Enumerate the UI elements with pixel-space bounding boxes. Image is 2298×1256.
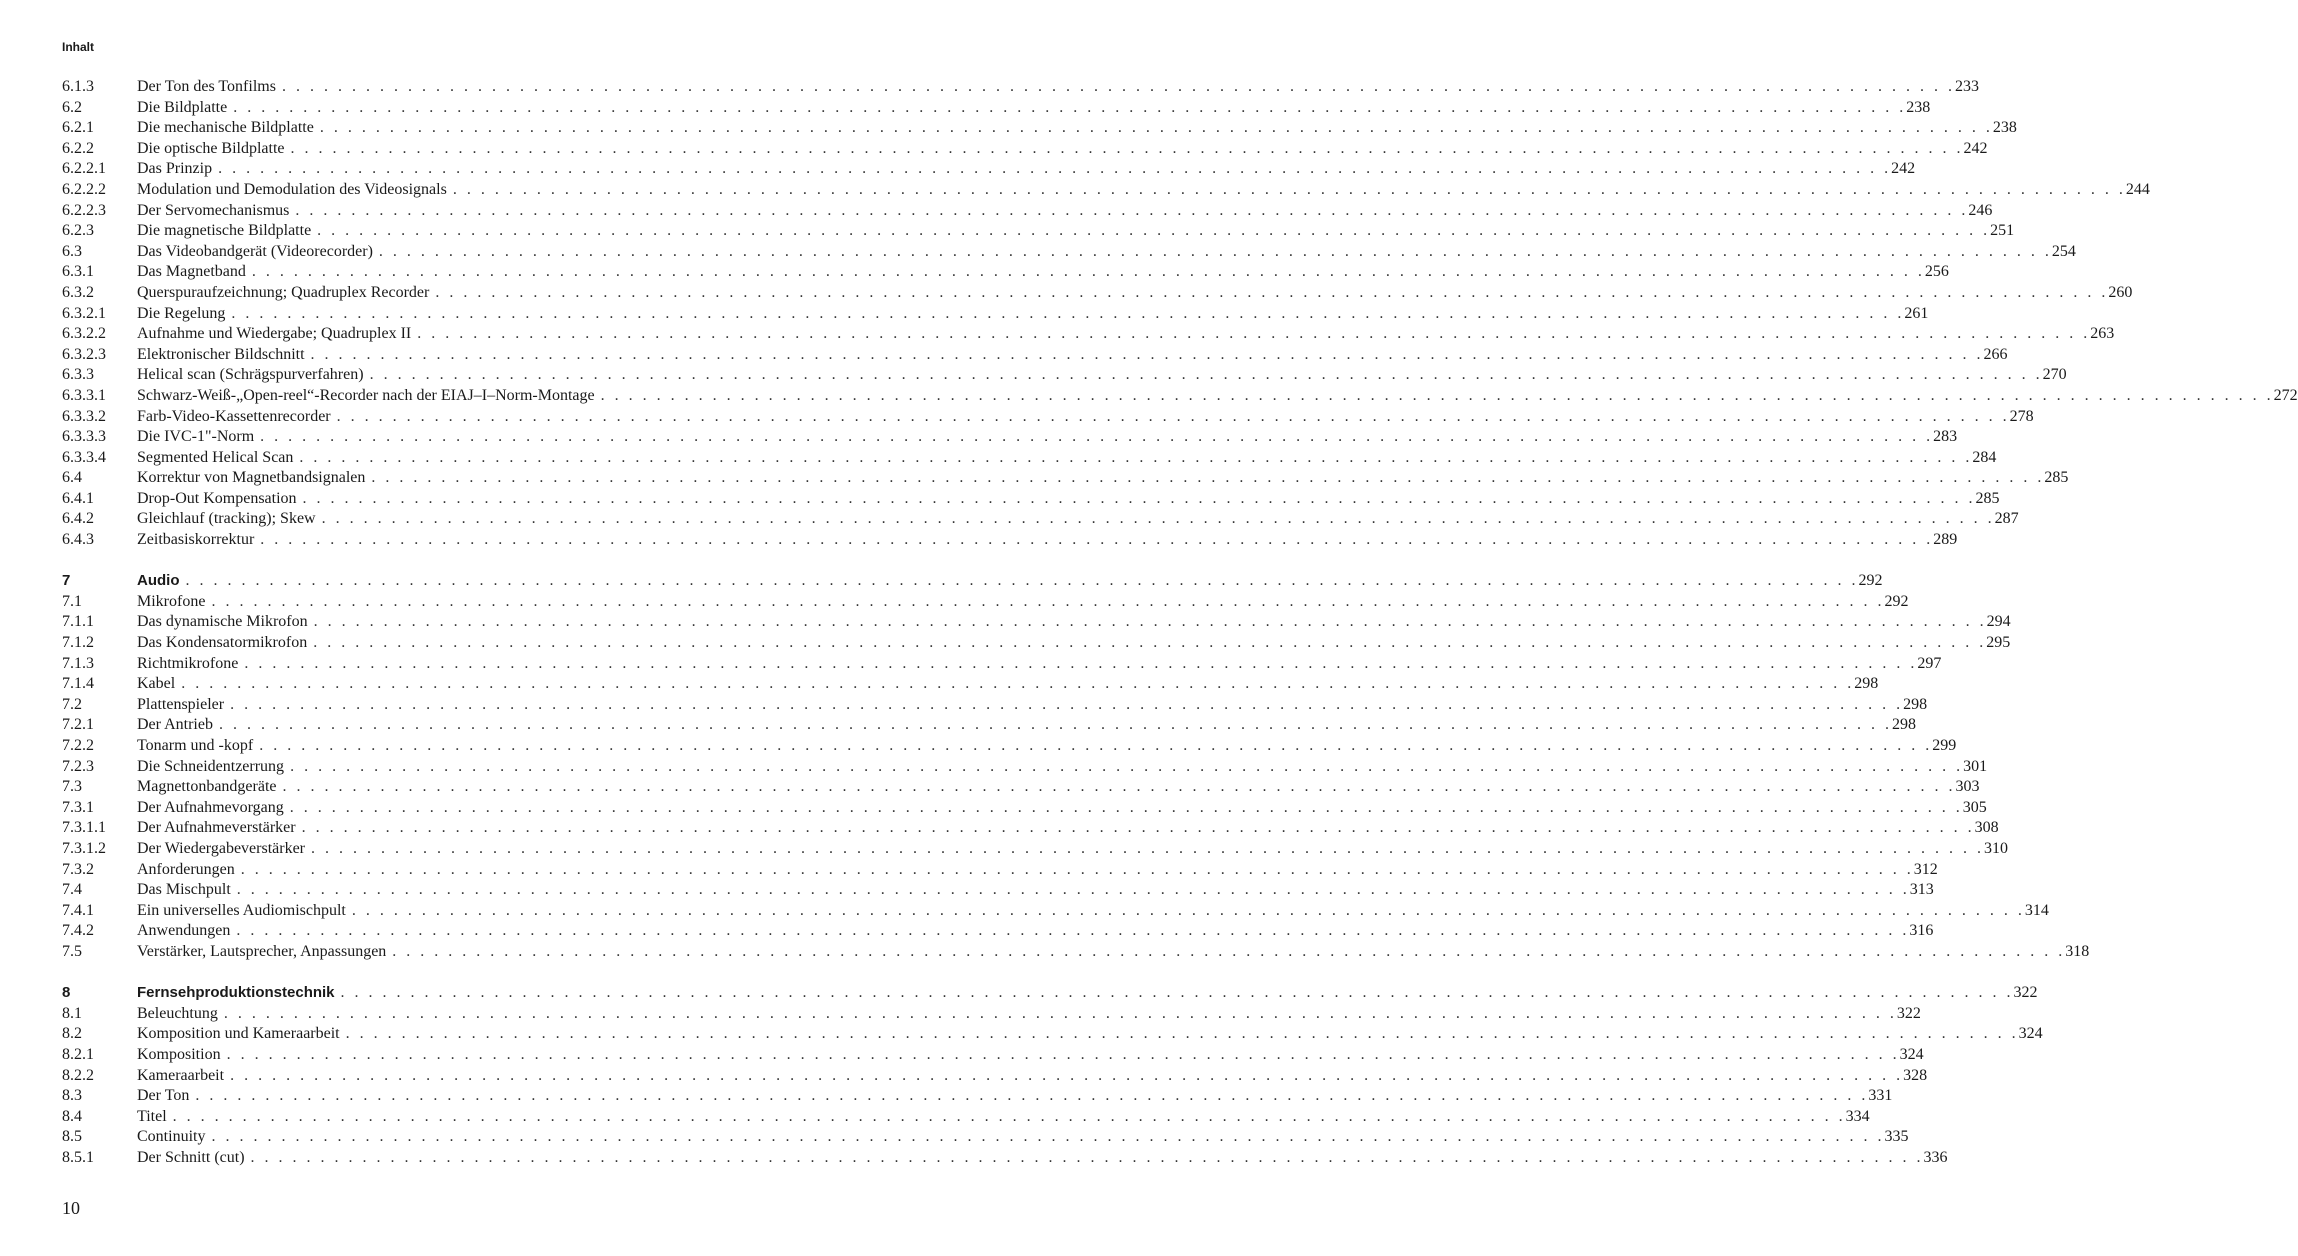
toc-section-number: 7.4: [62, 881, 82, 899]
toc-entry-row: [62, 921, 1934, 942]
toc-section-title: Das Prinzip: [137, 160, 213, 178]
toc-section-title: Der Ton des Tonfilms: [137, 78, 276, 95]
toc-leader-dots: . . . . . . . . . . . . . . . . . . . . . . . . . . . . . . . . . . . . . . . . . . . . . . . . . . . . . . . . . . . . . . . . . . . . . . . . . . . . . . . . . . . . . . . . . . . . . . . . . . . . . . . . . . . . . . . . . . . . . . . .: [417, 325, 2091, 343]
toc-leader-dots: . . . . . . . . . . . . . . . . . . . . . . . . . . . . . . . . . . . . . . . . . . . . . . . . . . . . . . . . . . . . . . . . . . . . . . . . . . . . . . . . . . . . . . . . . . . . . . . . . . . . . . . . . . . . . . . . . . . . . . . .: [230, 1066, 1904, 1084]
toc-leader-dots: . . . . . . . . . . . . . . . . . . . . . . . . . . . . . . . . . . . . . . . . . . . . . . . . . . . . . . . . . . . . . . . . . . . . . . . . . . . . . . . . . . . . . . . . . . . . . . . . . . . . . . . . . . . . . . . . . . . . . . . .: [172, 1107, 1846, 1125]
toc-page-number: 303: [1955, 778, 1980, 796]
toc-leader-dots: . . . . . . . . . . . . . . . . . . . . . . . . . . . . . . . . . . . . . . . . . . . . . . . . . . . . . . . . . . . . . . . . . . . . . . . . . . . . . . . . . . . . . . . . . . . . . . . . . . . . . . . . . . . . . . . . . . . . . . . .: [251, 263, 1925, 281]
page-number: 10: [62, 1198, 80, 1218]
toc-leader-dots: . . . . . . . . . . . . . . . . . . . . . . . . . . . . . . . . . . . . . . . . . . . . . . . . . . . . . . . . . . . . . . . . . . . . . . . . . . . . . . . . . . . . . . . . . . . . . . . . . . . . . . . . . . . . . . . . . . . . . . . .: [211, 592, 1885, 610]
toc-section-title: Zeitbasiskorrektur: [137, 531, 255, 549]
toc-page-number: 295: [1986, 634, 2011, 652]
toc-section-title: Anwendungen: [137, 922, 231, 940]
toc-entry-row: [62, 118, 2017, 139]
toc-section-number: 6.3.3.3: [62, 428, 106, 446]
toc-section-number: 7.1.4: [62, 675, 94, 693]
toc-leader-dots: . . . . . . . . . . . . . . . . . . . . . . . . . . . . . . . . . . . . . . . . . . . . . . . . . . . . . . . . . . . . . . . . . . . . . . . . . . . . . . . . . . . . . . . . . . . . . . . . . . . . . . . . . . . . . . . . . . . . . . . .: [226, 1045, 1900, 1063]
toc-section-number: 7.3.1: [62, 798, 94, 816]
toc-page-number: 324: [2018, 1025, 2043, 1043]
toc-entry-row: [62, 180, 2150, 201]
toc-section-number: 7.1: [62, 592, 82, 610]
toc-page-number: 266: [1983, 345, 2008, 363]
toc-leader-dots: . . . . . . . . . . . . . . . . . . . . . . . . . . . . . . . . . . . . . . . . . . . . . . . . . . . . . . . . . . . . . . . . . . . . . . . . . . . . . . . . . . . . . . . . . . . . . . . . . . . . . . . . . . . . . . . . . . . . . . . .: [295, 201, 1969, 219]
toc-chapter-row: [62, 571, 1883, 592]
toc-leader-dots: . . . . . . . . . . . . . . . . . . . . . . . . . . . . . . . . . . . . . . . . . . . . . . . . . . . . . . . . . . . . . . . . . . . . . . . . . . . . . . . . . . . . . . . . . . . . . . . . . . . . . . . . . . . . . . . . . . . . . . . .: [282, 778, 1956, 796]
toc-entry-row: [62, 221, 2015, 242]
toc-leader-dots: . . . . . . . . . . . . . . . . . . . . . . . . . . . . . . . . . . . . . . . . . . . . . . . . . . . . . . . . . . . . . . . . . . . . . . . . . . . . . . . . . . . . . . . . . . . . . . . . . . . . . . . . . . . . . . . . . . . . . . . .: [321, 510, 1995, 528]
toc-section-number: 7.2.3: [62, 757, 94, 775]
toc-page-number: 305: [1962, 798, 1987, 816]
toc-page-number: 334: [1845, 1107, 1870, 1125]
toc-page-number: 314: [2024, 901, 2049, 919]
toc-leader-dots: . . . . . . . . . . . . . . . . . . . . . . . . . . . . . . . . . . . . . . . . . . . . . . . . . . . . . . . . . . . . . . . . . . . . . . . . . . . . . . . . . . . . . . . . . . . . . . . . . . . . . . . . . . . . . . . . . . . . . . . .: [317, 222, 1991, 240]
toc-leader-dots: . . . . . . . . . . . . . . . . . . . . . . . . . . . . . . . . . . . . . . . . . . . . . . . . . . . . . . . . . . . . . . . . . . . . . . . . . . . . . . . . . . . . . . . . . . . . . . . . . . . . . . . . . . . . . . . . . . . . . . . .: [290, 139, 1964, 157]
toc-page-number: 256: [1924, 263, 1949, 281]
toc-entry-row: [62, 530, 1958, 551]
toc-page-number: 283: [1933, 428, 1958, 446]
toc-section-number: 7.5: [62, 942, 82, 960]
toc-section-title: Die mechanische Bildplatte: [137, 119, 314, 137]
toc-leader-dots: . . . . . . . . . . . . . . . . . . . . . . . . . . . . . . . . . . . . . . . . . . . . . . . . . . . . . . . . . . . . . . . . . . . . . . . . . . . . . . . . . . . . . . . . . . . . . . . . . . . . . . . . . . . . . . . . . . . . . . . .: [311, 839, 1985, 857]
toc-page-number: 298: [1903, 695, 1928, 713]
toc-page-number: 285: [1975, 489, 2000, 507]
toc-entry-row: [62, 1148, 1948, 1169]
toc-entry-row: [62, 262, 1949, 283]
toc-leader-dots: . . . . . . . . . . . . . . . . . . . . . . . . . . . . . . . . . . . . . . . . . . . . . . . . . . . . . . . . . . . . . . . . . . . . . . . . . . . . . . . . . . . . . . . . . . . . . . . . . . . . . . . . . . . . . . . . . . . . . . . .: [319, 119, 1993, 137]
toc-entry-row: [62, 159, 1916, 180]
toc-page-number: 335: [1884, 1128, 1909, 1146]
toc-section-number: 6.3.2.3: [62, 345, 106, 363]
toc-section-title: Segmented Helical Scan: [137, 448, 294, 466]
running-header: Inhalt: [62, 40, 94, 54]
toc-page-number: 322: [1896, 1004, 1921, 1022]
toc-section-number: 7.2: [62, 695, 82, 713]
toc-page-number: 331: [1868, 1087, 1893, 1105]
toc-page-number: 312: [1913, 860, 1938, 878]
toc-section-number: 7.1.1: [62, 613, 94, 631]
toc-section-title: Das Mischpult: [137, 881, 231, 899]
toc-leader-dots: . . . . . . . . . . . . . . . . . . . . . . . . . . . . . . . . . . . . . . . . . . . . . . . . . . . . . . . . . . . . . . . . . . . . . . . . . . . . . . . . . . . . . . . . . . . . . . . . . . . . . . . . . . . . . . . . . . . . . . . .: [435, 283, 2109, 301]
toc-entry-row: [62, 715, 1916, 736]
toc-page-number: 289: [1933, 531, 1958, 549]
toc-section-title: Das Videobandgerät (Videorecorder): [137, 242, 373, 260]
toc-section-title: Plattenspieler: [137, 695, 225, 713]
toc-leader-dots: . . . . . . . . . . . . . . . . . . . . . . . . . . . . . . . . . . . . . . . . . . . . . . . . . . . . . . . . . . . . . . . . . . . . . . . . . . . . . . . . . . . . . . . . . . . . . . . . . . . . . . . . . . . . . . . . . . . . . . . .: [392, 942, 2066, 960]
toc-page-number: 284: [1972, 448, 1997, 466]
toc-section-title: Modulation und Demodulation des Videosignals: [137, 180, 447, 198]
toc-section-number: 6.2.2: [62, 139, 94, 157]
toc-page-number: 272: [2273, 386, 2298, 404]
toc-section-title: Aufnahme und Wiedergabe; Quadruplex II: [137, 325, 412, 343]
toc-entry-row: [62, 736, 1957, 757]
toc-section-title: Farb-Video-Kassettenrecorder: [137, 407, 331, 425]
toc-section-title: Fernsehproduktionstechnik: [137, 984, 335, 1002]
toc-section-title: Tonarm und -kopf: [137, 737, 254, 754]
toc-leader-dots: . . . . . . . . . . . . . . . . . . . . . . . . . . . . . . . . . . . . . . . . . . . . . . . . . . . . . . . . . . . . . . . . . . . . . . . . . . . . . . . . . . . . . . . . . . . . . . . . . . . . . . . . . . . . . . . . . . . . . . . .: [369, 366, 2043, 384]
toc-leader-dots: . . . . . . . . . . . . . . . . . . . . . . . . . . . . . . . . . . . . . . . . . . . . . . . . . . . . . . . . . . . . . . . . . . . . . . . . . . . . . . . . . . . . . . . . . . . . . . . . . . . . . . . . . . . . . . . . . . . . . . . .: [313, 634, 1987, 652]
toc-section-number: 6.3.2.2: [62, 325, 106, 343]
toc-leader-dots: . . . . . . . . . . . . . . . . . . . . . . . . . . . . . . . . . . . . . . . . . . . . . . . . . . . . . . . . . . . . . . . . . . . . . . . . . . . . . . . . . . . . . . . . . . . . . . . . . . . . . . . . . . . . . . . . . . . . . . . .: [260, 531, 1934, 549]
toc-section-number: 6.3.1: [62, 263, 94, 281]
toc-entry-row: [62, 1004, 1921, 1025]
toc-section-number: 8.5: [62, 1128, 82, 1146]
toc-leader-dots: . . . . . . . . . . . . . . . . . . . . . . . . . . . . . . . . . . . . . . . . . . . . . . . . . . . . . . . . . . . . . . . . . . . . . . . . . . . . . . . . . . . . . . . . . . . . . . . . . . . . . . . . . . . . . . . . . . . . . . . .: [290, 757, 1964, 775]
toc-entry-row: [62, 242, 2076, 263]
toc-leader-dots: . . . . . . . . . . . . . . . . . . . . . . . . . . . . . . . . . . . . . . . . . . . . . . . . . . . . . . . . . . . . . . . . . . . . . . . . . . . . . . . . . . . . . . . . . . . . . . . . . . . . . . . . . . . . . . . . . . . . . . . .: [181, 675, 1855, 693]
toc-section-number: 6.4: [62, 469, 82, 487]
toc-section-number: 6.4.2: [62, 510, 94, 528]
toc-entry-row: [62, 901, 2049, 922]
toc-leader-dots: . . . . . . . . . . . . . . . . . . . . . . . . . . . . . . . . . . . . . . . . . . . . . . . . . . . . . . . . . . . . . . . . . . . . . . . . . . . . . . . . . . . . . . . . . . . . . . . . . . . . . . . . . . . . . . . . . . . . . . . .: [236, 922, 1910, 940]
toc-section-title: Mikrofone: [137, 592, 206, 610]
toc-section-title: Das Magnetband: [137, 263, 246, 281]
toc-entry-row: [62, 860, 1938, 881]
toc-leader-dots: . . . . . . . . . . . . . . . . . . . . . . . . . . . . . . . . . . . . . . . . . . . . . . . . . . . . . . . . . . . . . . . . . . . . . . . . . . . . . . . . . . . . . . . . . . . . . . . . . . . . . . . . . . . . . . . . . . . . . . . .: [452, 180, 2126, 198]
toc-section-title: Helical scan (Schrägspurverfahren): [137, 366, 364, 384]
toc-page-number: 242: [1963, 139, 1988, 157]
toc-leader-dots: . . . . . . . . . . . . . . . . . . . . . . . . . . . . . . . . . . . . . . . . . . . . . . . . . . . . . . . . . . . . . . . . . . . . . . . . . . . . . . . . . . . . . . . . . . . . . . . . . . . . . . . . . . . . . . . . . . . . . . . .: [340, 984, 2014, 1002]
toc-leader-dots: . . . . . . . . . . . . . . . . . . . . . . . . . . . . . . . . . . . . . . . . . . . . . . . . . . . . . . . . . . . . . . . . . . . . . . . . . . . . . . . . . . . . . . . . . . . . . . . . . . . . . . . . . . . . . . . . . . . . . . . .: [600, 386, 2274, 404]
toc-section-title: Drop-Out Kompensation: [137, 489, 297, 507]
toc-section-number: 6.2.2.1: [62, 160, 106, 178]
toc-entry-row: [62, 654, 1942, 675]
toc-page-number: 287: [1994, 510, 2019, 528]
toc-entry-row: [62, 448, 1997, 469]
toc-section-title: Continuity: [137, 1128, 206, 1146]
toc-leader-dots: . . . . . . . . . . . . . . . . . . . . . . . . . . . . . . . . . . . . . . . . . . . . . . . . . . . . . . . . . . . . . . . . . . . . . . . . . . . . . . . . . . . . . . . . . . . . . . . . . . . . . . . . . . . . . . . . . . . . . . . .: [289, 798, 1963, 816]
toc-section-title: Verstärker, Lautsprecher, Anpassungen: [137, 942, 387, 960]
toc-section-title: Komposition: [137, 1045, 221, 1063]
toc-section-number: 6.3.3.2: [62, 407, 106, 425]
toc-page-number: 298: [1891, 716, 1916, 734]
toc-section-title: Die IVC-1"-Norm: [137, 428, 255, 446]
toc-entry-row: [62, 757, 1988, 778]
toc-page-number: 260: [2108, 283, 2133, 301]
toc-leader-dots: . . . . . . . . . . . . . . . . . . . . . . . . . . . . . . . . . . . . . . . . . . . . . . . . . . . . . . . . . . . . . . . . . . . . . . . . . . . . . . . . . . . . . . . . . . . . . . . . . . . . . . . . . . . . . . . . . . . . . . . .: [185, 572, 1859, 590]
toc-entry-row: [62, 592, 1909, 613]
toc-leader-dots: . . . . . . . . . . . . . . . . . . . . . . . . . . . . . . . . . . . . . . . . . . . . . . . . . . . . . . . . . . . . . . . . . . . . . . . . . . . . . . . . . . . . . . . . . . . . . . . . . . . . . . . . . . . . . . . . . . . . . . . .: [250, 1148, 1924, 1166]
toc-leader-dots: . . . . . . . . . . . . . . . . . . . . . . . . . . . . . . . . . . . . . . . . . . . . . . . . . . . . . . . . . . . . . . . . . . . . . . . . . . . . . . . . . . . . . . . . . . . . . . . . . . . . . . . . . . . . . . . . . . . . . . . .: [351, 901, 2025, 919]
toc-page-number: 254: [2051, 242, 2076, 260]
toc-section-number: 6.4.3: [62, 531, 94, 549]
toc-entry-row: [62, 777, 1980, 798]
toc-page-number: 292: [1884, 592, 1909, 610]
toc-section-number: 7.3.1.1: [62, 819, 106, 837]
toc-section-number: 7.3: [62, 778, 82, 796]
toc-section-title: Titel: [137, 1107, 167, 1125]
toc-page-number: 244: [2125, 180, 2150, 198]
toc-section-title: Der Servomechanismus: [137, 201, 290, 219]
toc-section-number: 8: [62, 984, 71, 1002]
toc-section-title: Die Regelung: [137, 304, 226, 322]
toc-section-number: 6.2.2.2: [62, 180, 106, 198]
toc-section-title: Gleichlauf (tracking); Skew: [137, 510, 316, 528]
toc-entry-row: [62, 77, 1979, 98]
toc-page-number: 297: [1917, 654, 1942, 672]
toc-section-number: 8.4: [62, 1107, 82, 1125]
toc-leader-dots: . . . . . . . . . . . . . . . . . . . . . . . . . . . . . . . . . . . . . . . . . . . . . . . . . . . . . . . . . . . . . . . . . . . . . . . . . . . . . . . . . . . . . . . . . . . . . . . . . . . . . . . . . . . . . . . . . . . . . . . .: [236, 881, 1910, 899]
toc-page-number: 251: [1990, 222, 2015, 240]
toc-page-number: 298: [1854, 675, 1879, 693]
toc-section-title: Beleuchtung: [137, 1004, 218, 1022]
toc-entry-row: [62, 427, 1958, 448]
toc-page-number: 299: [1932, 737, 1957, 754]
toc-entry-row: [62, 407, 2034, 428]
toc-entry-row: [62, 201, 1993, 222]
toc-entry-row: [62, 1024, 2043, 1045]
toc-section-number: 6.1.3: [62, 78, 94, 95]
toc-section-title: Audio: [137, 572, 180, 590]
toc-section-number: 6.3.2.1: [62, 304, 106, 322]
toc-section-title: Die Bildplatte: [137, 98, 228, 116]
toc-leader-dots: . . . . . . . . . . . . . . . . . . . . . . . . . . . . . . . . . . . . . . . . . . . . . . . . . . . . . . . . . . . . . . . . . . . . . . . . . . . . . . . . . . . . . . . . . . . . . . . . . . . . . . . . . . . . . . . . . . . . . . . .: [336, 407, 2010, 425]
toc-section-title: Die magnetische Bildplatte: [137, 222, 312, 240]
toc-section-title: Der Antrieb: [137, 716, 213, 734]
toc-leader-dots: . . . . . . . . . . . . . . . . . . . . . . . . . . . . . . . . . . . . . . . . . . . . . . . . . . . . . . . . . . . . . . . . . . . . . . . . . . . . . . . . . . . . . . . . . . . . . . . . . . . . . . . . . . . . . . . . . . . . . . . .: [260, 428, 1934, 446]
toc-section-number: 6.3.2: [62, 283, 94, 301]
toc-entry-row: [62, 283, 2133, 304]
toc-section-number: 7.1.2: [62, 634, 94, 652]
toc-leader-dots: . . . . . . . . . . . . . . . . . . . . . . . . . . . . . . . . . . . . . . . . . . . . . . . . . . . . . . . . . . . . . . . . . . . . . . . . . . . . . . . . . . . . . . . . . . . . . . . . . . . . . . . . . . . . . . . . . . . . . . . .: [299, 448, 1973, 466]
toc-section-number: 8.5.1: [62, 1148, 94, 1166]
toc-entry-row: [62, 942, 2090, 963]
toc-entry-row: [62, 1107, 1870, 1128]
toc-entry-row: [62, 509, 2019, 530]
toc-leader-dots: . . . . . . . . . . . . . . . . . . . . . . . . . . . . . . . . . . . . . . . . . . . . . . . . . . . . . . . . . . . . . . . . . . . . . . . . . . . . . . . . . . . . . . . . . . . . . . . . . . . . . . . . . . . . . . . . . . . . . . . .: [218, 160, 1892, 178]
toc-entry-row: [62, 612, 2011, 633]
toc-entry-row: [62, 489, 2000, 510]
toc-leader-dots: . . . . . . . . . . . . . . . . . . . . . . . . . . . . . . . . . . . . . . . . . . . . . . . . . . . . . . . . . . . . . . . . . . . . . . . . . . . . . . . . . . . . . . . . . . . . . . . . . . . . . . . . . . . . . . . . . . . . . . . .: [240, 860, 1914, 878]
toc-section-title: Der Ton: [137, 1087, 190, 1105]
toc-section-number: 7.1.3: [62, 654, 94, 672]
toc-section-number: 7.3.1.2: [62, 839, 106, 857]
toc-section-title: Der Schnitt (cut): [137, 1148, 245, 1166]
toc-entry-row: [62, 1127, 1909, 1148]
toc-page-number: 238: [1992, 119, 2017, 137]
toc-section-title: Komposition und Kameraarbeit: [137, 1025, 340, 1043]
toc-page-number: 316: [1909, 922, 1934, 940]
toc-section-title: Das dynamische Mikrofon: [137, 613, 308, 631]
toc-leader-dots: . . . . . . . . . . . . . . . . . . . . . . . . . . . . . . . . . . . . . . . . . . . . . . . . . . . . . . . . . . . . . . . . . . . . . . . . . . . . . . . . . . . . . . . . . . . . . . . . . . . . . . . . . . . . . . . . . . . . . . . .: [310, 345, 1984, 363]
toc-entry-row: [62, 633, 2011, 654]
toc-section-number: 6.3.3.4: [62, 448, 106, 466]
toc-leader-dots: . . . . . . . . . . . . . . . . . . . . . . . . . . . . . . . . . . . . . . . . . . . . . . . . . . . . . . . . . . . . . . . . . . . . . . . . . . . . . . . . . . . . . . . . . . . . . . . . . . . . . . . . . . . . . . . . . . . . . . . .: [313, 613, 1987, 631]
toc-section-number: 6.3: [62, 242, 82, 260]
toc-section-number: 7.3.2: [62, 860, 94, 878]
toc-page-number: 238: [1906, 98, 1931, 116]
toc-page-number: 270: [2042, 366, 2067, 384]
toc-section-title: Anforderungen: [137, 860, 235, 878]
toc-leader-dots: . . . . . . . . . . . . . . . . . . . . . . . . . . . . . . . . . . . . . . . . . . . . . . . . . . . . . . . . . . . . . . . . . . . . . . . . . . . . . . . . . . . . . . . . . . . . . . . . . . . . . . . . . . . . . . . . . . . . . . . .: [233, 98, 1907, 116]
toc-leader-dots: . . . . . . . . . . . . . . . . . . . . . . . . . . . . . . . . . . . . . . . . . . . . . . . . . . . . . . . . . . . . . . . . . . . . . . . . . . . . . . . . . . . . . . . . . . . . . . . . . . . . . . . . . . . . . . . . . . . . . . . .: [230, 695, 1904, 713]
toc-page-number: 278: [2009, 407, 2034, 425]
toc-leader-dots: . . . . . . . . . . . . . . . . . . . . . . . . . . . . . . . . . . . . . . . . . . . . . . . . . . . . . . . . . . . . . . . . . . . . . . . . . . . . . . . . . . . . . . . . . . . . . . . . . . . . . . . . . . . . . . . . . . . . . . . .: [211, 1128, 1885, 1146]
toc-page-number: 233: [1954, 78, 1979, 95]
toc-entry-row: [62, 365, 2067, 386]
toc-section-title: Elektronischer Bildschnitt: [137, 345, 305, 363]
toc-section-title: Ein universelles Audiomischpult: [137, 901, 346, 919]
toc-page-number: 263: [2090, 325, 2115, 343]
toc-entry-row: [62, 695, 1928, 716]
toc-section-number: 7.4.2: [62, 922, 94, 940]
toc-entry-row: [62, 98, 1931, 119]
toc-section-title: Der Aufnahmeverstärker: [137, 819, 296, 837]
toc-section-number: 8.2.2: [62, 1066, 94, 1084]
toc-page-number: 285: [2044, 469, 2069, 487]
toc-page-number: 292: [1858, 572, 1883, 590]
toc-section-title: Der Aufnahmevorgang: [137, 798, 284, 816]
toc-leader-dots: . . . . . . . . . . . . . . . . . . . . . . . . . . . . . . . . . . . . . . . . . . . . . . . . . . . . . . . . . . . . . . . . . . . . . . . . . . . . . . . . . . . . . . . . . . . . . . . . . . . . . . . . . . . . . . . . . . . . . . . .: [371, 469, 2045, 487]
toc-section-number: 6.2: [62, 98, 82, 116]
toc-entry-row: [62, 798, 1987, 819]
toc-page-number: 324: [1899, 1045, 1924, 1063]
toc-leader-dots: . . . . . . . . . . . . . . . . . . . . . . . . . . . . . . . . . . . . . . . . . . . . . . . . . . . . . . . . . . . . . . . . . . . . . . . . . . . . . . . . . . . . . . . . . . . . . . . . . . . . . . . . . . . . . . . . . . . . . . . .: [281, 78, 1955, 95]
toc-section-title: Kameraarbeit: [137, 1066, 225, 1084]
toc-section-number: 8.3: [62, 1087, 82, 1105]
toc-page-number: 322: [2013, 984, 2038, 1002]
toc-section-title: Der Wiedergabeverstärker: [137, 839, 306, 857]
toc-section-number: 6.2.2.3: [62, 201, 106, 219]
toc-entry-row: [62, 304, 1929, 325]
toc-leader-dots: . . . . . . . . . . . . . . . . . . . . . . . . . . . . . . . . . . . . . . . . . . . . . . . . . . . . . . . . . . . . . . . . . . . . . . . . . . . . . . . . . . . . . . . . . . . . . . . . . . . . . . . . . . . . . . . . . . . . . . . .: [231, 304, 1905, 322]
toc-section-title: Korrektur von Magnetbandsignalen: [137, 469, 366, 487]
toc-section-title: Kabel: [137, 675, 176, 693]
toc-section-number: 8.2: [62, 1025, 82, 1043]
toc-leader-dots: . . . . . . . . . . . . . . . . . . . . . . . . . . . . . . . . . . . . . . . . . . . . . . . . . . . . . . . . . . . . . . . . . . . . . . . . . . . . . . . . . . . . . . . . . . . . . . . . . . . . . . . . . . . . . . . . . . . . . . . .: [218, 716, 1892, 734]
toc-section-number: 7.2.1: [62, 716, 94, 734]
toc-section-title: Richtmikrofone: [137, 654, 239, 672]
toc-section-number: 6.2.3: [62, 222, 94, 240]
toc-page-number: 328: [1903, 1066, 1928, 1084]
toc-chapter-row: [62, 983, 2038, 1004]
toc-entry-row: [62, 1086, 1893, 1107]
toc-page-number: 246: [1968, 201, 1993, 219]
toc-page-number: 313: [1909, 881, 1934, 899]
toc-section-title: Die optische Bildplatte: [137, 139, 285, 157]
toc-page-number: 308: [1974, 819, 1999, 837]
toc-leader-dots: . . . . . . . . . . . . . . . . . . . . . . . . . . . . . . . . . . . . . . . . . . . . . . . . . . . . . . . . . . . . . . . . . . . . . . . . . . . . . . . . . . . . . . . . . . . . . . . . . . . . . . . . . . . . . . . . . . . . . . . .: [223, 1004, 1897, 1022]
toc-leader-dots: . . . . . . . . . . . . . . . . . . . . . . . . . . . . . . . . . . . . . . . . . . . . . . . . . . . . . . . . . . . . . . . . . . . . . . . . . . . . . . . . . . . . . . . . . . . . . . . . . . . . . . . . . . . . . . . . . . . . . . . .: [244, 654, 1918, 672]
toc-entry-row: [62, 839, 2009, 860]
toc-entry-row: [62, 674, 1879, 695]
toc-entry-row: [62, 345, 2008, 366]
toc-entry-row: [62, 1045, 1924, 1066]
toc-section-number: 7: [62, 572, 71, 590]
toc-section-title: Schwarz-Weiß-„Open-reel“-Recorder nach der EIAJ–I–Norm-Montage: [137, 386, 595, 404]
toc-leader-dots: . . . . . . . . . . . . . . . . . . . . . . . . . . . . . . . . . . . . . . . . . . . . . . . . . . . . . . . . . . . . . . . . . . . . . . . . . . . . . . . . . . . . . . . . . . . . . . . . . . . . . . . . . . . . . . . . . . . . . . . .: [378, 242, 2052, 260]
toc-section-number: 7.2.2: [62, 737, 94, 754]
toc-page-number: 242: [1891, 160, 1916, 178]
toc-page-number: 261: [1904, 304, 1929, 322]
toc-section-number: 6.2.1: [62, 119, 94, 137]
toc-section-title: Querspuraufzeichnung; Quadruplex Recorder: [137, 283, 430, 301]
toc-section-number: 8.1: [62, 1004, 82, 1022]
toc-leader-dots: . . . . . . . . . . . . . . . . . . . . . . . . . . . . . . . . . . . . . . . . . . . . . . . . . . . . . . . . . . . . . . . . . . . . . . . . . . . . . . . . . . . . . . . . . . . . . . . . . . . . . . . . . . . . . . . . . . . . . . . .: [302, 489, 1976, 507]
toc-page-number: 294: [1986, 613, 2011, 631]
toc-entry-row: [62, 880, 1934, 901]
toc-leader-dots: . . . . . . . . . . . . . . . . . . . . . . . . . . . . . . . . . . . . . . . . . . . . . . . . . . . . . . . . . . . . . . . . . . . . . . . . . . . . . . . . . . . . . . . . . . . . . . . . . . . . . . . . . . . . . . . . . . . . . . . .: [301, 819, 1975, 837]
toc-section-title: Magnettonbandgeräte: [137, 778, 277, 796]
toc-section-number: 7.4.1: [62, 901, 94, 919]
toc-entry-row: [62, 386, 2298, 407]
toc-section-number: 8.2.1: [62, 1045, 94, 1063]
toc-section-number: 6.3.3.1: [62, 386, 106, 404]
toc-page-number: 301: [1963, 757, 1988, 775]
toc-section-number: 6.4.1: [62, 489, 94, 507]
toc-leader-dots: . . . . . . . . . . . . . . . . . . . . . . . . . . . . . . . . . . . . . . . . . . . . . . . . . . . . . . . . . . . . . . . . . . . . . . . . . . . . . . . . . . . . . . . . . . . . . . . . . . . . . . . . . . . . . . . . . . . . . . . .: [259, 737, 1933, 754]
toc-entry-row: [62, 139, 1988, 160]
toc-entry-row: [62, 468, 2069, 489]
toc-entry-row: [62, 1066, 1928, 1087]
toc-entry-row: [62, 818, 1999, 839]
toc-page-number: 310: [1984, 839, 2009, 857]
toc-section-title: Die Schneidentzerrung: [137, 757, 285, 775]
toc-entry-row: [62, 324, 2115, 345]
toc-page-number: 318: [2065, 942, 2090, 960]
toc-section-title: Das Kondensatormikrofon: [137, 634, 308, 652]
toc-leader-dots: . . . . . . . . . . . . . . . . . . . . . . . . . . . . . . . . . . . . . . . . . . . . . . . . . . . . . . . . . . . . . . . . . . . . . . . . . . . . . . . . . . . . . . . . . . . . . . . . . . . . . . . . . . . . . . . . . . . . . . . .: [195, 1087, 1869, 1105]
toc-leader-dots: . . . . . . . . . . . . . . . . . . . . . . . . . . . . . . . . . . . . . . . . . . . . . . . . . . . . . . . . . . . . . . . . . . . . . . . . . . . . . . . . . . . . . . . . . . . . . . . . . . . . . . . . . . . . . . . . . . . . . . . .: [345, 1025, 2019, 1043]
table-of-contents: [62, 77, 2298, 1168]
toc-section-number: 6.3.3: [62, 366, 94, 384]
toc-page-number: 336: [1923, 1148, 1948, 1166]
